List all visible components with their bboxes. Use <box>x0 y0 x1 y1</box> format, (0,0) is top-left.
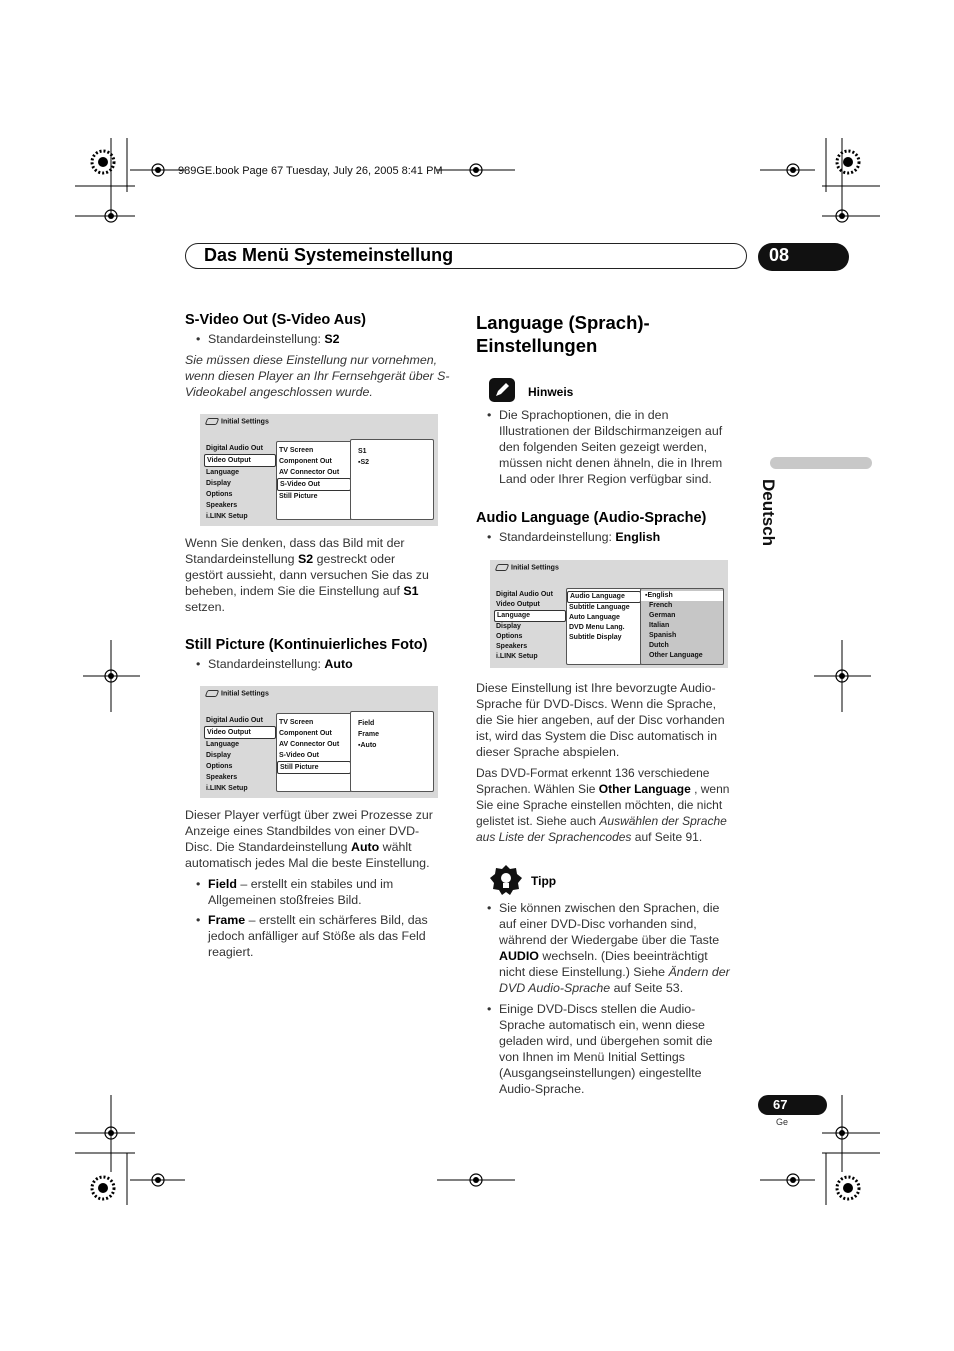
text-line <box>185 583 470 599</box>
menu-item-selected: Video Output <box>204 454 276 467</box>
menu-item-selected: Still Picture <box>277 761 351 774</box>
text-line: Anzeige eines Standbildes von einer DVD- <box>185 824 420 838</box>
text-span: S1 <box>403 584 419 598</box>
menu-item: Digital Audio Out <box>206 717 263 724</box>
menu-item: Component Out <box>279 458 332 465</box>
text-line: (Ausgangseinstellungen) eingestellte <box>499 1066 702 1080</box>
svideo-screen <box>200 414 438 526</box>
text-line: während der Wiedergabe über die Taste <box>499 933 720 947</box>
text-line: setzen. <box>185 600 225 614</box>
tip-lightbulb-icon <box>489 864 523 896</box>
still-screen <box>200 686 438 798</box>
screen-sub-menu <box>566 588 642 665</box>
hinweis-bullet <box>499 407 749 487</box>
text-span: Ändern der <box>668 965 730 979</box>
text-line: • Die Sprachoptionen, die in den <box>499 408 669 422</box>
text-span: , wenn <box>690 782 730 796</box>
text-line <box>499 948 754 964</box>
text-line: den folgenden Seiten gezeigt werden, <box>499 440 708 454</box>
text-line: gestört aussieht, dann versuchen Sie das zu <box>185 568 429 582</box>
text-span: wechseln. (Dies beeinträchtigt <box>538 949 708 963</box>
text-span: nicht diese Einstellung.) Siehe <box>499 965 669 979</box>
menu-item: DVD Menu Lang. <box>569 624 625 631</box>
text-line <box>476 829 756 845</box>
text-line: dieser Sprache abspielen. <box>476 745 620 759</box>
text-line: Einstellungen <box>476 335 598 356</box>
text-line: Language (Sprach)- <box>476 312 650 333</box>
still-body <box>185 807 470 871</box>
menu-item: Auto Language <box>569 614 620 621</box>
option-item: French <box>649 602 673 609</box>
svideo-note <box>185 352 465 400</box>
menu-item: Speakers <box>206 774 238 781</box>
text-span: Disc. Die Standardeinstellung <box>185 840 351 854</box>
tipp-bullet-1 <box>499 900 754 996</box>
text-span: Auswählen der Sprache <box>599 814 727 828</box>
text-line: ist, wird das System die Disc automatisch in <box>476 729 718 743</box>
menu-item: AV Connector Out <box>279 741 340 748</box>
option-item: German <box>649 612 676 619</box>
text-line: Sie eine Sprache einstellen möchten, die nicht <box>476 798 723 812</box>
chapter-number: 08 <box>769 245 790 265</box>
text-line <box>499 980 754 996</box>
option-label: English <box>647 592 673 599</box>
language-label: Deutsch <box>759 479 778 547</box>
page-number-badge <box>758 1095 827 1115</box>
option-item: Other Language <box>649 652 703 659</box>
text-line: müssen nicht denen ähneln, die in Ihrem <box>499 456 723 470</box>
screen-options <box>350 439 434 520</box>
menu-item: Language <box>206 741 240 748</box>
menu-item: TV Screen <box>279 719 314 726</box>
text-line <box>185 551 470 567</box>
text-line: Wenn Sie denken, dass das Bild mit der <box>185 536 405 550</box>
text-line: Das DVD-Format erkennt 136 verschiedene <box>476 766 710 780</box>
menu-item: Display <box>206 752 231 759</box>
side-tab-bar <box>770 457 872 469</box>
screen-sub-menu <box>276 441 352 520</box>
menu-item: Display <box>206 480 231 487</box>
text-span: Standardeinstellung <box>185 552 298 566</box>
tipp-bullet-2 <box>499 1001 754 1097</box>
menu-item: AV Connector Out <box>279 469 340 476</box>
text-span: aus Liste der Sprachencodes <box>476 830 632 844</box>
menu-item: TV Screen <box>279 447 314 454</box>
menu-item-selected: S-Video Out <box>277 478 351 491</box>
default-value: Auto <box>324 657 353 671</box>
text-span: DVD Audio-Sprache <box>499 981 611 995</box>
text-line: Sprache für DVD-Discs. Wenn die Sprache, <box>476 697 717 711</box>
menu-item: Component Out <box>279 730 332 737</box>
screen-main-menu <box>204 443 276 522</box>
field-bullet <box>208 876 468 908</box>
language-code: Ge <box>776 1117 789 1127</box>
screen-sub-menu <box>276 713 352 792</box>
text-span: AUDIO <box>499 949 539 963</box>
menu-item: i.LINK Setup <box>206 513 248 520</box>
option-item: Field <box>358 720 375 727</box>
text-line: jedoch anfälliger auf Stöße als das Feld <box>208 929 426 943</box>
text-line <box>185 839 470 855</box>
text-span: gelistet ist. Siehe auch <box>476 814 600 828</box>
menu-item: i.LINK Setup <box>206 785 248 792</box>
text-span: beheben, indem Sie die Einstellung auf <box>185 584 404 598</box>
text-span: Field <box>208 877 237 891</box>
text-line: Audio-Sprache. <box>499 1082 585 1096</box>
text-span: auf Seite 53. <box>610 981 684 995</box>
text-line <box>476 813 756 829</box>
chapter-header <box>185 243 747 269</box>
default-value: English <box>615 530 661 544</box>
default-label: Standardeinstellung: <box>208 332 325 346</box>
menu-item: Still Picture <box>279 493 318 500</box>
screen-options <box>640 588 724 665</box>
menu-item: Options <box>206 491 233 498</box>
default-label: Standardeinstellung: <box>208 657 325 671</box>
print-slug: 989GE.book Page 67 Tuesday, July 26, 2005 8:41 PM <box>178 165 443 177</box>
text-line: Sprache automatisch ein, wenn diese <box>499 1018 705 1032</box>
audio-default <box>499 529 660 545</box>
frame-bullet <box>208 912 468 960</box>
text-line: wenn diesen Player an Ihr Fernsehgerät über S- <box>185 369 450 383</box>
text-line: geladen wird, und übergehen somit die <box>499 1034 713 1048</box>
screen-options <box>350 711 434 792</box>
audio-language-screen <box>490 560 728 668</box>
menu-item: Digital Audio Out <box>496 591 553 598</box>
menu-item-selected: Video Output <box>204 726 276 739</box>
text-line: Dieser Player verfügt über zwei Prozesse zur <box>185 808 433 822</box>
option-item: Frame <box>358 731 380 738</box>
text-line: Videokabel angeschlossen wurde. <box>185 385 373 399</box>
text-span: Auto <box>351 840 380 854</box>
text-span: auf Seite 91. <box>631 830 703 844</box>
text-span: gestreckt oder <box>313 552 396 566</box>
menu-item-selected: Audio Language <box>567 591 641 603</box>
option-label: Auto <box>360 742 377 749</box>
default-label: Standardeinstellung: <box>499 530 616 544</box>
text-line: Sie müssen diese Einstellung nur vornehmen, <box>185 353 438 367</box>
chapter-title: Das Menü Systemeinstellung <box>204 245 454 265</box>
text-line: • Einige DVD-Discs stellen die Audio- <box>499 1002 696 1016</box>
text-span: Frame <box>208 913 246 927</box>
screen-title: Initial Settings <box>206 418 269 425</box>
text-span: Other Language <box>598 782 691 796</box>
svideo-body <box>185 535 470 615</box>
tipp-label: Tipp <box>531 874 557 888</box>
language-section-heading <box>476 311 650 357</box>
menu-item: Digital Audio Out <box>206 445 263 452</box>
text-line: Land oder Ihrer Region verfügbar sind. <box>499 472 712 486</box>
text-line <box>476 781 756 797</box>
text-line: reagiert. <box>208 945 254 959</box>
text-line: auf einer DVD-Disc vorhanden sind, <box>499 917 697 931</box>
audio-heading: Audio Language (Audio-Sprache) <box>476 510 707 526</box>
screen-title: Initial Settings <box>206 690 269 697</box>
menu-item: S-Video Out <box>279 752 319 759</box>
text-span: – erstellt ein schärferes Bild, das <box>245 913 428 927</box>
menu-item: Display <box>496 623 521 630</box>
chapter-badge <box>758 243 849 271</box>
default-value: S2 <box>324 332 340 346</box>
text-line: Diese Einstellung ist Ihre bevorzugte Audio- <box>476 681 716 695</box>
option-item-current: ▪Auto <box>358 742 377 749</box>
menu-item: Options <box>496 633 523 640</box>
screen-main-menu <box>494 590 566 662</box>
option-item-current: ▪S2 <box>358 459 370 466</box>
screen-main-menu <box>204 715 276 794</box>
text-line: die Sie hier angeben, auf der Disc vorhanden <box>476 713 725 727</box>
text-line: automatisch jedes Mal die beste Einstellung. <box>185 856 430 870</box>
screen-title: Initial Settings <box>496 564 559 571</box>
text-line <box>208 912 468 928</box>
text-span: – erstellt ein stabiles und im <box>236 877 394 891</box>
still-default <box>208 656 353 672</box>
option-label: S2 <box>360 459 370 466</box>
menu-item-selected: Language <box>494 610 566 622</box>
note-pencil-icon <box>489 378 515 402</box>
option-item-current: ▪English <box>641 591 723 601</box>
menu-item: i.LINK Setup <box>496 653 538 660</box>
menu-item: Options <box>206 763 233 770</box>
text-span: wählt <box>379 840 412 854</box>
text-line: Illustrationen der Bildschirmanzeigen auf <box>499 424 723 438</box>
audio-paragraph-2 <box>476 765 756 845</box>
option-item: S1 <box>358 448 367 455</box>
text-line <box>208 876 468 892</box>
menu-item: Subtitle Display <box>569 634 622 641</box>
option-item: Dutch <box>649 642 669 649</box>
text-line: • Sie können zwischen den Sprachen, die <box>499 901 720 915</box>
page-number: 67 <box>773 1097 788 1112</box>
text-span: Sprachen. Wählen Sie <box>476 782 599 796</box>
menu-item: Video Output <box>496 601 540 608</box>
text-line <box>499 964 754 980</box>
hinweis-label: Hinweis <box>528 385 574 399</box>
menu-item: Subtitle Language <box>569 604 630 611</box>
text-line: von Ihnen im Menü Initial Settings <box>499 1050 685 1064</box>
menu-item: Speakers <box>496 643 528 650</box>
menu-item: Speakers <box>206 502 238 509</box>
svideo-default <box>208 331 340 347</box>
option-item: Italian <box>649 622 670 629</box>
option-item: Spanish <box>649 632 677 639</box>
svideo-heading: S-Video Out (S-Video Aus) <box>185 312 366 328</box>
still-heading: Still Picture (Kontinuierliches Foto) <box>185 637 428 653</box>
menu-item: Language <box>206 469 240 476</box>
text-span: S2 <box>297 552 314 566</box>
language-side-tab <box>752 481 804 551</box>
text-line: Allgemeinen stoßfreies Bild. <box>208 893 362 907</box>
audio-paragraph-1 <box>476 680 751 760</box>
